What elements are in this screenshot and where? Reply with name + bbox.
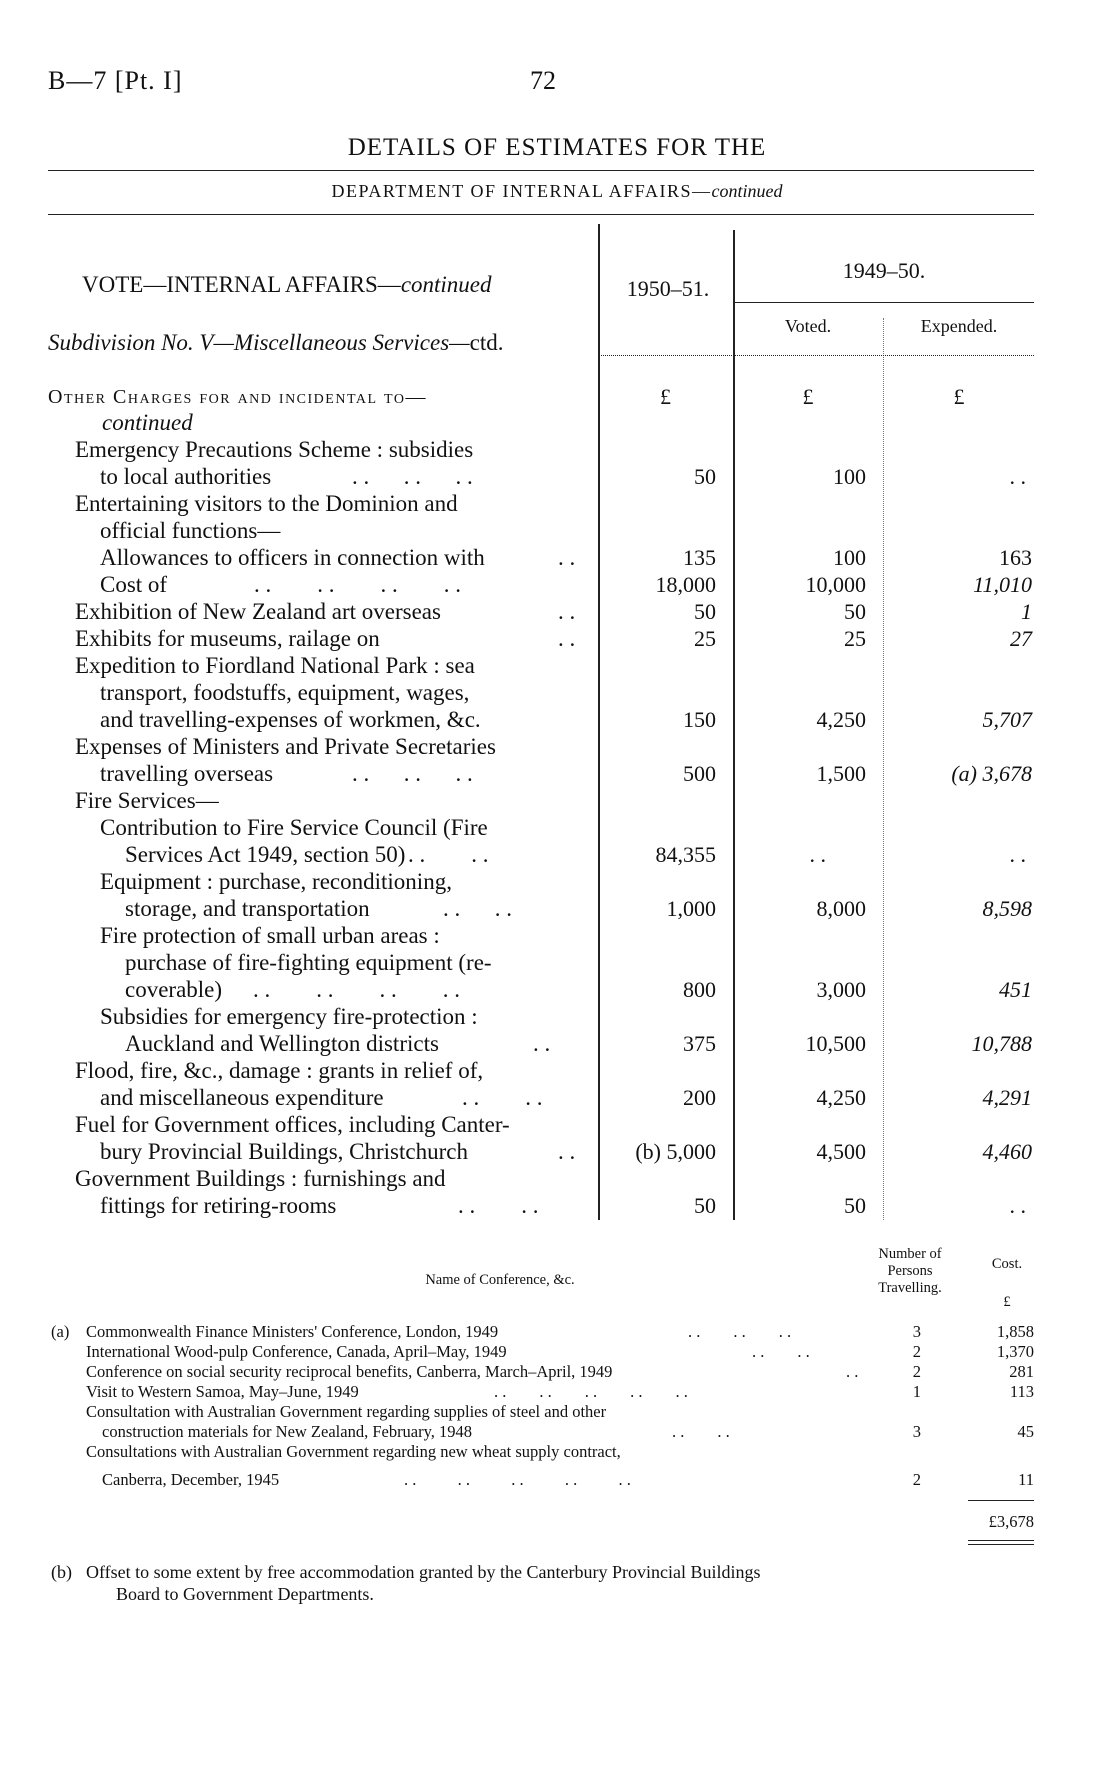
conference-line: Commonwealth Finance Ministers' Conference, London, 1949 . . . . . . xyxy=(86,1322,792,1341)
conference-line: construction materials for New Zealand, February, 1948 . . . . xyxy=(102,1422,730,1441)
vote-title xyxy=(82,272,492,298)
item-line: Subsidies for emergency fire-protection : xyxy=(100,1004,478,1029)
conference-cost: 11 xyxy=(1018,1470,1034,1489)
voted-value: 100 xyxy=(833,545,866,570)
voted-value: 4,250 xyxy=(816,1085,866,1110)
column-divider-voted xyxy=(883,318,884,1220)
footnote-name-header: Name of Conference, &c. xyxy=(425,1272,575,1288)
subdivision-tail: ctd. xyxy=(469,330,504,355)
expended-value: 1 xyxy=(1021,599,1032,624)
voted-value: 3,000 xyxy=(816,977,866,1002)
total-double-rule-top xyxy=(968,1540,1034,1541)
page-number: 72 xyxy=(530,66,556,95)
section-heading-continued: continued xyxy=(102,410,193,435)
total-double-rule-bottom xyxy=(968,1544,1034,1545)
footnote-total: £3,678 xyxy=(988,1512,1034,1531)
page-title: DETAILS OF ESTIMATES FOR THE xyxy=(347,134,767,161)
prior-year-header: 1949–50. xyxy=(842,258,926,283)
subdivision-italic: Subdivision No. V—Miscellaneous Services— xyxy=(48,330,470,355)
subtitle-continued: continued xyxy=(711,181,783,201)
item-line: bury Provincial Buildings, Christchurch . . xyxy=(100,1139,576,1164)
estimate-value: 800 xyxy=(683,977,716,1002)
item-line: Exhibits for museums, railage on . . xyxy=(75,626,576,651)
estimate-value: 150 xyxy=(683,707,716,732)
voted-value: 25 xyxy=(844,626,866,651)
estimate-value: 50 xyxy=(694,464,716,489)
persons-count: 2 xyxy=(912,1342,921,1361)
voted-value: 4,250 xyxy=(816,707,866,732)
estimate-value: (b) 5,000 xyxy=(635,1139,716,1164)
item-line: Fire protection of small urban areas : xyxy=(100,923,440,948)
expended-value: 5,707 xyxy=(982,707,1032,732)
voted-value: . . xyxy=(809,842,826,867)
footnote-currency: £ xyxy=(1003,1294,1011,1310)
item-line: Auckland and Wellington districts . . xyxy=(125,1031,551,1056)
expended-value: 4,460 xyxy=(982,1139,1032,1164)
item-line: Contribution to Fire Service Council (Fire xyxy=(100,815,488,840)
item-line: Allowances to officers in connection with . . xyxy=(100,545,576,570)
estimate-value: 84,355 xyxy=(655,842,716,867)
estimate-value: 18,000 xyxy=(655,572,716,597)
conference-line: Consultation with Australian Government regarding supplies of steel and other xyxy=(86,1402,607,1421)
expended-value: (a) 3,678 xyxy=(951,761,1032,786)
voted-value: 50 xyxy=(844,599,866,624)
voted-value: 10,500 xyxy=(805,1031,866,1056)
expended-header: Expended. xyxy=(920,316,998,336)
item-line: to local authorities . . . . . . xyxy=(100,464,473,489)
item-line: Equipment : purchase, reconditioning, xyxy=(100,869,452,894)
voted-value: 100 xyxy=(833,464,866,489)
footnote-marker: (a) xyxy=(51,1322,70,1341)
prior-year-rule xyxy=(734,302,1034,303)
conference-line: Conference on social security reciprocal benefits, Canberra, March–April, 1949 . . xyxy=(86,1362,859,1381)
item-line: official functions— xyxy=(100,518,281,543)
estimate-value: 500 xyxy=(683,761,716,786)
currency-expended: £ xyxy=(953,384,965,409)
item-line: purchase of fire-fighting equipment (re- xyxy=(125,950,492,975)
estimate-year-header: 1950–51. xyxy=(626,276,710,301)
voted-value: 50 xyxy=(844,1193,866,1218)
conference-cost: 1,858 xyxy=(996,1322,1034,1341)
item-line: Expenses of Ministers and Private Secretaries xyxy=(75,734,496,759)
voted-value: 1,500 xyxy=(816,761,866,786)
conference-line: International Wood-pulp Conference, Canada, April–May, 1949 . . . . xyxy=(86,1342,810,1361)
estimate-value: 25 xyxy=(694,626,716,651)
conference-cost: 113 xyxy=(1009,1382,1034,1401)
page-subtitle xyxy=(0,181,1114,202)
item-line: Exhibition of New Zealand art overseas . . xyxy=(75,599,576,624)
vote-title-main: VOTE—INTERNAL AFFAIRS— xyxy=(82,272,401,297)
conference-cost: 1,370 xyxy=(996,1342,1034,1361)
item-line: Government Buildings : furnishings and xyxy=(75,1166,446,1191)
item-line: Fuel for Government offices, including Canter- xyxy=(75,1112,510,1137)
item-line: storage, and transportation . . . . xyxy=(125,896,512,921)
expended-value: 451 xyxy=(999,977,1032,1002)
estimate-value: 200 xyxy=(683,1085,716,1110)
persons-count: 3 xyxy=(912,1422,921,1441)
item-line: Services Act 1949, section 50) . . . . xyxy=(125,842,489,867)
voted-header: Voted. xyxy=(784,316,832,336)
section-heading: Other Charges for and incidental to— xyxy=(48,386,427,408)
voted-value: 4,500 xyxy=(816,1139,866,1164)
conference-line: Canberra, December, 1945 . . . . . . . . . . xyxy=(102,1470,631,1489)
conference-cost: 281 xyxy=(1009,1362,1034,1381)
footnote-cost-header: Cost. xyxy=(991,1256,1023,1272)
expended-value: 8,598 xyxy=(982,896,1032,921)
expended-value: 10,788 xyxy=(971,1031,1032,1056)
item-line: Cost of . . . . . . . . xyxy=(100,572,461,597)
column-divider-description xyxy=(598,224,600,1220)
estimate-value: 135 xyxy=(683,545,716,570)
footnote-b-marker: (b) xyxy=(51,1562,72,1582)
total-rule xyxy=(968,1500,1034,1501)
estimate-value: 50 xyxy=(694,599,716,624)
item-line: Entertaining visitors to the Dominion and xyxy=(75,491,458,516)
subtitle-main: DEPARTMENT OF INTERNAL AFFAIRS— xyxy=(331,181,712,201)
currency-voted: £ xyxy=(802,384,814,409)
persons-count: 2 xyxy=(912,1470,921,1489)
footnote-persons-header: Number of Persons Travelling. xyxy=(878,1246,942,1296)
persons-count: 1 xyxy=(912,1382,921,1401)
expended-value: . . xyxy=(1009,464,1026,489)
subdivision-title xyxy=(48,330,503,356)
expended-value: . . xyxy=(1009,1193,1026,1218)
title-rule xyxy=(48,170,1034,171)
currency-estimate: £ xyxy=(660,384,671,409)
persons-count: 2 xyxy=(912,1362,921,1381)
persons-count: 3 xyxy=(912,1322,921,1341)
footnote-b-text: Offset to some extent by free accommodation granted by the Canterbury Provincial Buildings xyxy=(86,1562,761,1582)
item-line: coverable) . . . . . . . . xyxy=(125,977,460,1002)
item-line: Fire Services— xyxy=(75,788,219,813)
expended-value: 4,291 xyxy=(982,1085,1032,1110)
expended-value: 163 xyxy=(999,545,1032,570)
item-line: transport, foodstuffs, equipment, wages, xyxy=(100,680,470,705)
expended-value: 27 xyxy=(1010,626,1032,651)
header-bottom-rule xyxy=(598,355,1034,356)
conference-cost: 45 xyxy=(1017,1422,1034,1441)
item-line: and miscellaneous expenditure . . . . xyxy=(100,1085,543,1110)
estimate-value: 375 xyxy=(683,1031,716,1056)
subtitle-rule xyxy=(48,214,1034,215)
conference-line: Visit to Western Samoa, May–June, 1949 . . . . . . . . . . xyxy=(86,1382,688,1401)
vote-title-continued: continued xyxy=(400,272,492,297)
expended-value: . . xyxy=(1009,842,1026,867)
item-line: fittings for retiring-rooms . . . . xyxy=(100,1193,539,1218)
estimate-value: 1,000 xyxy=(666,896,716,921)
conference-line: Consultations with Australian Government regarding new wheat supply contract, xyxy=(86,1442,621,1461)
item-line: and travelling-expenses of workmen, &c. xyxy=(100,707,481,732)
voted-value: 8,000 xyxy=(816,896,866,921)
item-line: Emergency Precautions Scheme : subsidies xyxy=(75,437,474,462)
item-line: travelling overseas . . . . . . xyxy=(100,761,473,786)
column-divider-estimate xyxy=(733,230,735,1220)
page-reference: B—7 [Pt. I] xyxy=(48,66,183,95)
footnote-b-text-continued: Board to Government Departments. xyxy=(116,1584,374,1604)
item-line: Expedition to Fiordland National Park : sea xyxy=(75,653,475,678)
voted-value: 10,000 xyxy=(805,572,866,597)
expended-value: 11,010 xyxy=(973,572,1032,597)
estimate-value: 50 xyxy=(694,1193,716,1218)
item-line: Flood, fire, &c., damage : grants in relief of, xyxy=(75,1058,484,1083)
